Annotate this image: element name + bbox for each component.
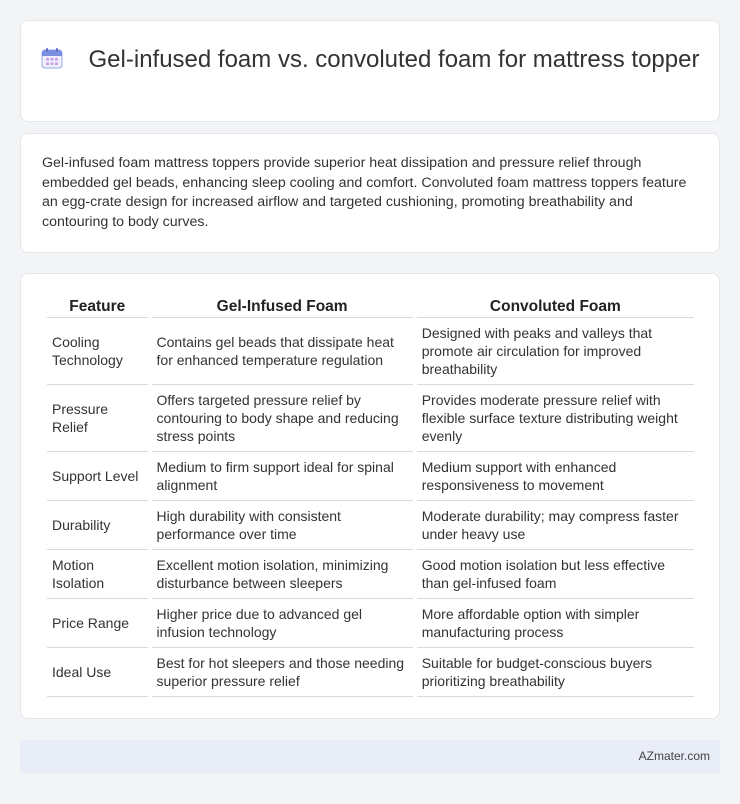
gel-cell: High durability with consistent performance over time <box>152 501 413 550</box>
table-row <box>47 648 694 697</box>
summary-card <box>20 133 720 253</box>
convoluted-cell: Good motion isolation but less effective than gel-infused foam <box>417 550 694 599</box>
convoluted-cell: More affordable option with simpler manufacturing process <box>417 599 694 648</box>
gel-cell: Excellent motion isolation, minimizing disturbance between sleepers <box>152 550 413 599</box>
convoluted-cell: Medium support with enhanced responsiveness to movement <box>417 452 694 501</box>
gel-cell: Contains gel beads that dissipate heat for enhanced temperature regulation <box>152 318 413 385</box>
header-gel-infused-foam: Gel-Infused Foam <box>152 294 413 318</box>
convoluted-cell: Provides moderate pressure relief with flexible surface texture distributing weight evenly <box>417 385 694 452</box>
footer <box>20 740 720 774</box>
convoluted-cell: Moderate durability; may compress faster under heavy use <box>417 501 694 550</box>
calendar-icon <box>41 47 63 69</box>
header-feature: Feature <box>47 294 148 318</box>
table-row <box>47 385 694 452</box>
page-title <box>21 45 719 75</box>
summary-text: Gel-infused foam mattress toppers provide superior heat dissipation and pressure relief through embedded gel beads, enhancing sleep cooling and comfort. Convoluted foam mattress toppers feature an egg-crate design for increased airflow and targeted cushioning, promoting breathability and contouring to body curves. <box>42 155 687 230</box>
table-header-row <box>47 294 694 318</box>
comparison-table <box>43 294 698 697</box>
table-row <box>47 318 694 385</box>
feature-cell: Support Level <box>47 452 148 501</box>
title-card <box>20 20 720 122</box>
gel-cell: Higher price due to advanced gel infusion technology <box>152 599 413 648</box>
convoluted-cell: Suitable for budget-conscious buyers prioritizing breathability <box>417 648 694 697</box>
footer-site-link[interactable]: AZmater.com <box>638 749 710 763</box>
feature-cell: Cooling Technology <box>47 318 148 385</box>
feature-cell: Ideal Use <box>47 648 148 697</box>
gel-cell: Offers targeted pressure relief by contouring to body shape and reducing stress points <box>152 385 413 452</box>
convoluted-cell: Designed with peaks and valleys that promote air circulation for improved breathability <box>417 318 694 385</box>
gel-cell: Medium to firm support ideal for spinal alignment <box>152 452 413 501</box>
title-text: Gel-infused foam vs. convoluted foam for mattress topper <box>88 46 700 73</box>
table-row <box>47 599 694 648</box>
table-row <box>47 501 694 550</box>
table-row <box>47 452 694 501</box>
comparison-card <box>20 273 720 719</box>
feature-cell: Pressure Relief <box>47 385 148 452</box>
feature-cell: Price Range <box>47 599 148 648</box>
header-convoluted-foam: Convoluted Foam <box>417 294 694 318</box>
feature-cell: Durability <box>47 501 148 550</box>
table-row <box>47 550 694 599</box>
feature-cell: Motion Isolation <box>47 550 148 599</box>
gel-cell: Best for hot sleepers and those needing superior pressure relief <box>152 648 413 697</box>
